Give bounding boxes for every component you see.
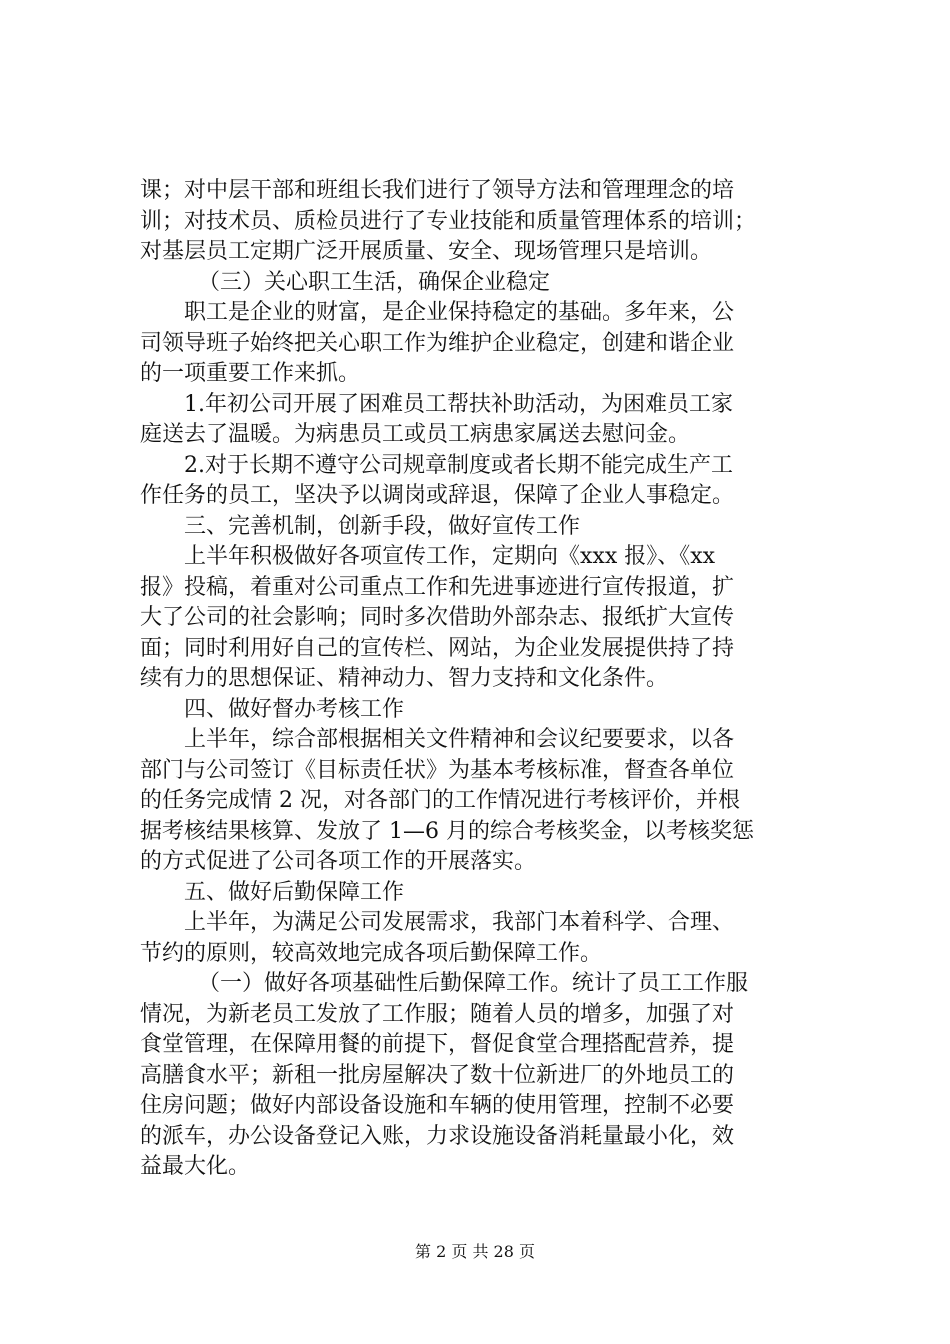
paragraph-line: 庭送去了温暖。为病患员工或员工病患家属送去慰问金。: [140, 422, 691, 447]
paragraph-line: 对基层员工定期广泛开展质量、安全、现场管理只是培训。: [140, 239, 713, 264]
paragraph-line: （一）做好各项基础性后勤保障工作。统计了员工工作服: [198, 971, 749, 996]
paragraph-line: 2.对于长期不遵守公司规章制度或者长期不能完成生产工: [184, 452, 733, 478]
paragraph-line: 训；对技术员、质检员进行了专业技能和质量管理体系的培训；: [140, 208, 757, 234]
section-heading: （三）关心职工生活，确保企业稳定: [198, 269, 551, 295]
paragraph-line: 作任务的员工，坚决予以调岗或辞退，保障了企业人事稳定。: [140, 483, 735, 508]
paragraph-line: 的一项重要工作来抓。: [140, 361, 361, 386]
paragraph-line: 1.年初公司开展了困难员工帮扶补助活动，为困难员工家: [184, 391, 733, 417]
paragraph-line: 续有力的思想保证、精神动力、智力支持和文化条件。: [140, 666, 669, 691]
paragraph-line: 的派车，办公设备登记入账，力求设施设备消耗量最小化，效: [140, 1123, 735, 1149]
paragraph-line: 益最大化。: [140, 1154, 251, 1179]
paragraph-line: 住房问题；做好内部设备设施和车辆的使用管理，控制不必要: [140, 1093, 735, 1118]
paragraph-line: 大了公司的社会影响；同时多次借助外部杂志、报纸扩大宣传: [140, 605, 735, 630]
section-heading: 三、完善机制，创新手段，做好宣传工作: [184, 513, 581, 539]
paragraph-line: 报》投稿，着重对公司重点工作和先进事迹进行宣传报道，扩: [140, 574, 735, 600]
paragraph-line: 食堂管理，在保障用餐的前提下，督促食堂合理搭配营养，提: [140, 1032, 735, 1057]
paragraph-line: 上半年积极做好各项宣传工作，定期向《xxx 报》、《xx: [184, 544, 716, 569]
paragraph-line: 的任务完成情 2 况，对各部门的工作情况进行考核评价，并根: [140, 788, 740, 813]
page-footer: 第 2 页 共 28 页: [415, 1242, 535, 1261]
paragraph-line: 部门与公司签订《目标责任状》为基本考核标准，督查各单位: [140, 757, 735, 783]
paragraph-line: 高膳食水平；新租一批房屋解决了数十位新进厂的外地员工的: [140, 1062, 735, 1088]
paragraph-line: 上半年，综合部根据相关文件精神和会议纪要要求，以各: [184, 727, 735, 752]
paragraph-line: 上半年，为满足公司发展需求，我部门本着科学、合理、: [184, 910, 735, 935]
document-body: [140, 176, 840, 1183]
paragraph-line: 的方式促进了公司各项工作的开展落实。: [140, 849, 537, 874]
paragraph-line: 司领导班子始终把关心职工作为维护企业稳定，创建和谐企业: [140, 330, 735, 356]
paragraph-line: 职工是企业的财富，是企业保持稳定的基础。多年来，公: [184, 300, 735, 325]
paragraph-line: 节约的原则，较高效地完成各项后勤保障工作。: [140, 940, 603, 966]
paragraph-line: 面；同时利用好自己的宣传栏、网站，为企业发展提供持了持: [140, 635, 735, 661]
section-heading: 四、做好督办考核工作: [184, 696, 405, 722]
paragraph-line: 据考核结果核算、发放了 1—6 月的综合考核奖金，以考核奖惩: [140, 818, 754, 844]
section-heading: 五、做好后勤保障工作: [184, 879, 405, 905]
paragraph-line: 课；对中层干部和班组长我们进行了领导方法和管理理念的培: [140, 178, 735, 203]
paragraph-line: 情况，为新老员工发放了工作服；随着人员的增多，加强了对: [140, 1001, 735, 1027]
